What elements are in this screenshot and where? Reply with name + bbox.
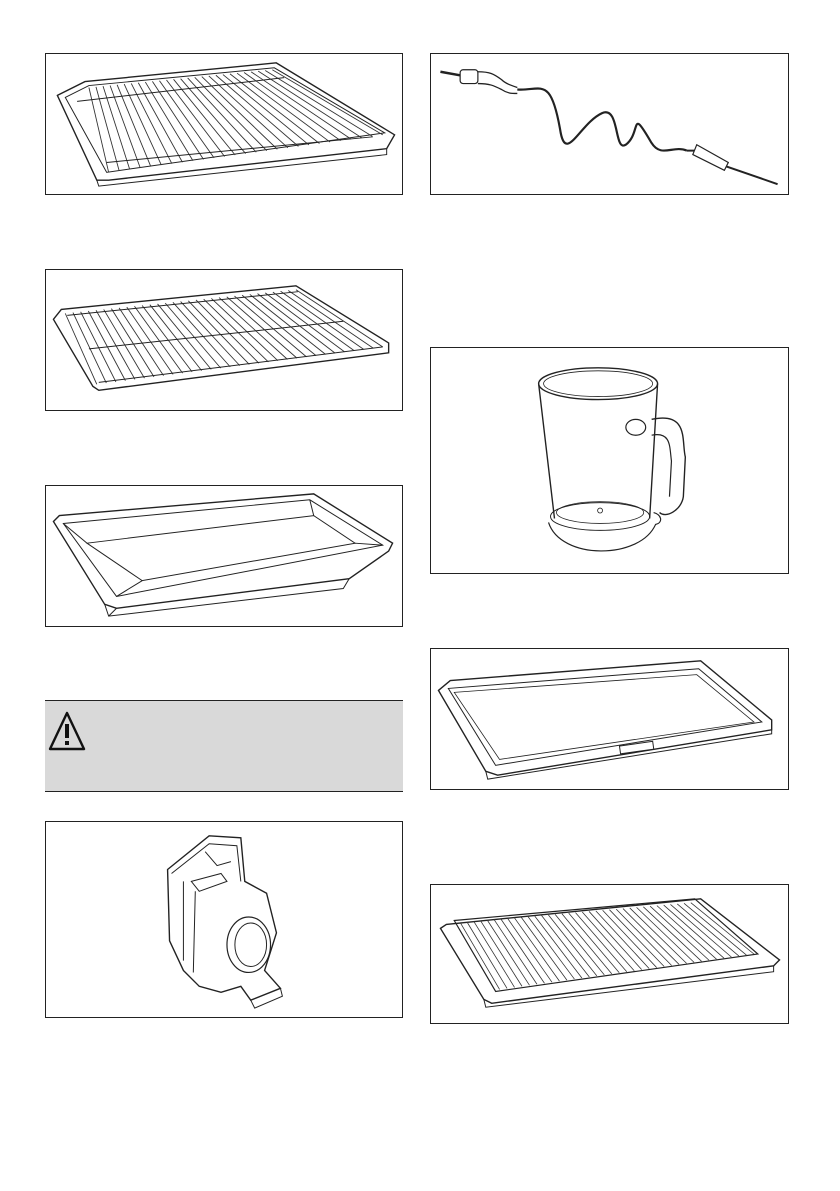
flat-baking-plate-figure: [430, 648, 789, 790]
wire-shelf-illustration: [46, 270, 402, 410]
shelf-clip-illustration: [46, 822, 402, 1017]
shelf-clip-figure: [45, 821, 403, 1018]
wire-shelf-figure: [45, 269, 403, 411]
warning-triangle-icon: [47, 709, 87, 755]
measuring-jug-illustration: [431, 348, 788, 573]
deep-baking-tray-illustration: [46, 486, 402, 626]
wire-shelf-with-rim-illustration: [46, 54, 402, 194]
grill-plate-illustration: [431, 885, 788, 1023]
wire-shelf-with-rim-figure: [45, 53, 403, 195]
warning-box: [45, 700, 403, 792]
meat-probe-illustration: [431, 54, 788, 194]
flat-baking-plate-illustration: [431, 649, 788, 789]
measuring-jug-figure: [430, 347, 789, 574]
grill-plate-figure: [430, 884, 789, 1024]
meat-probe-figure: [430, 53, 789, 195]
deep-baking-tray-figure: [45, 485, 403, 627]
